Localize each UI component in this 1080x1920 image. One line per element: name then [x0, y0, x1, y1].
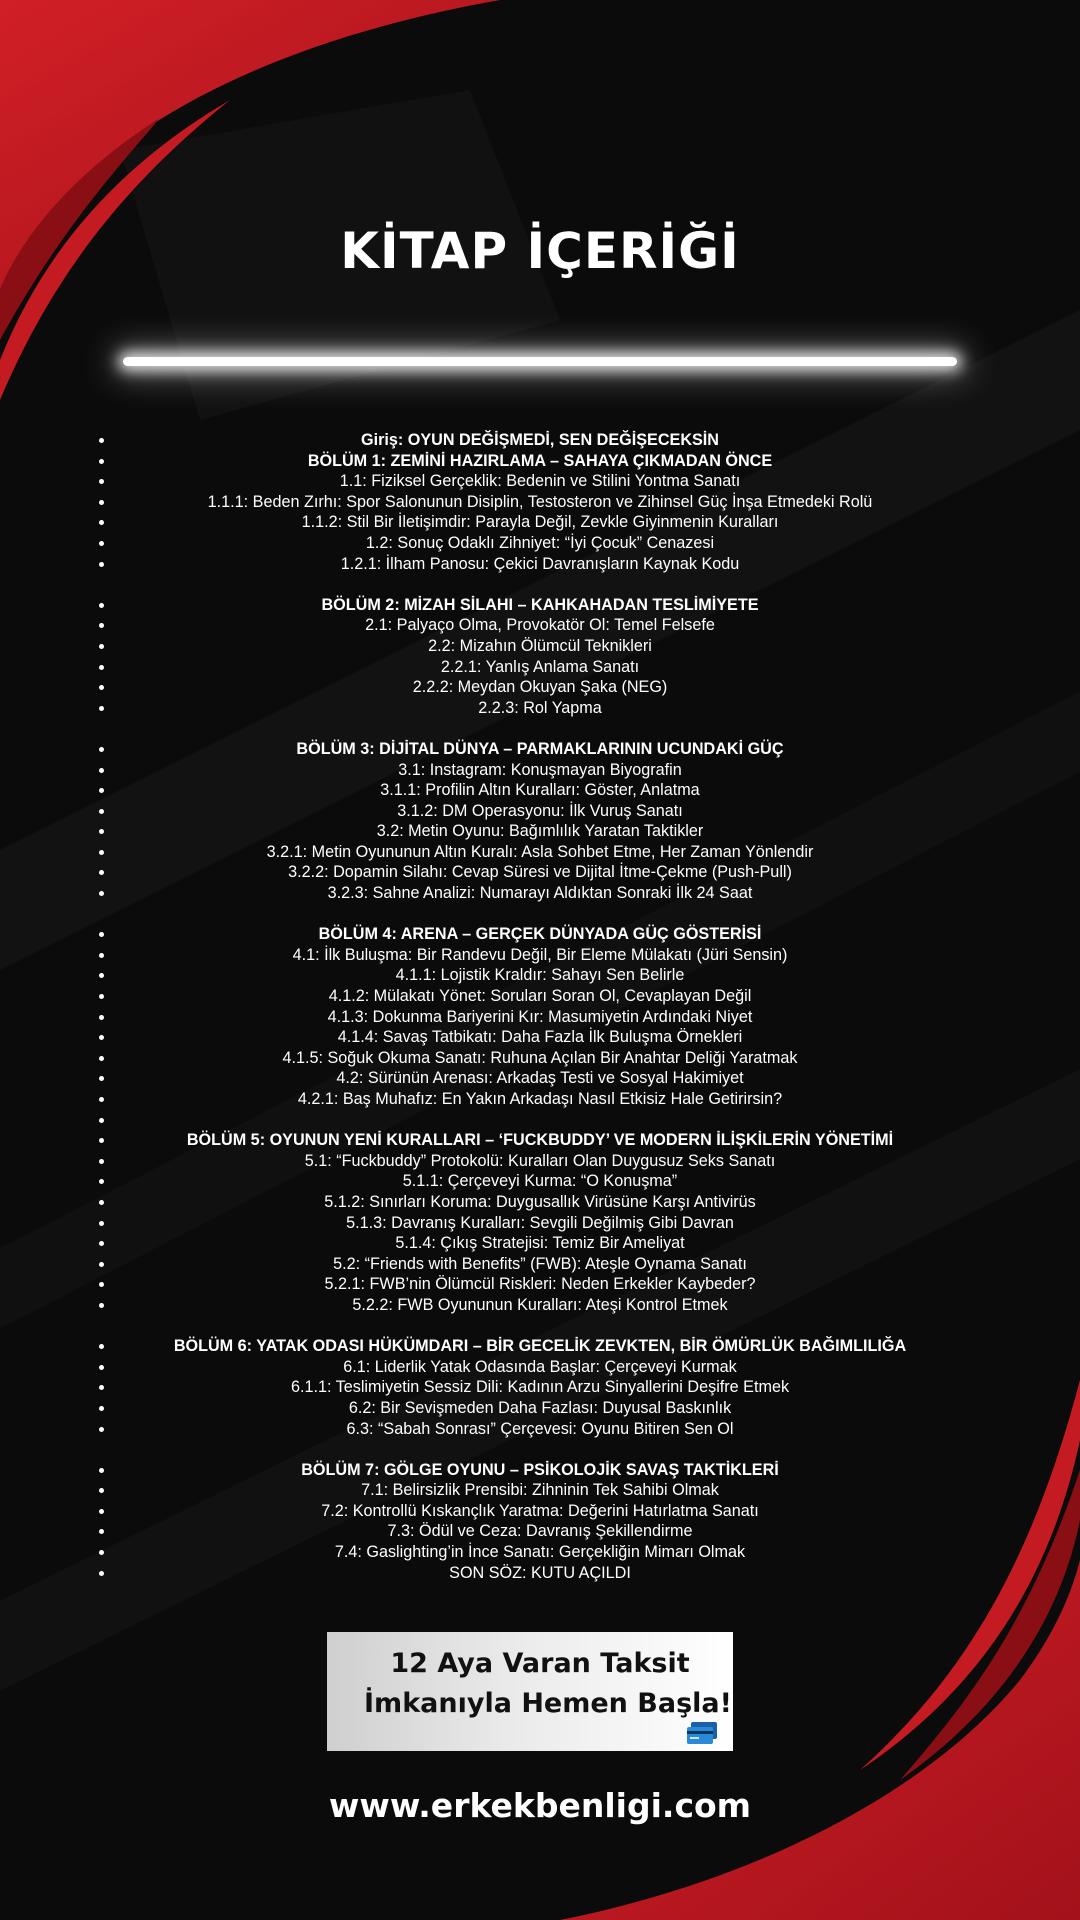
toc-list-item: 1.2: Sonuç Odaklı Zihniyet: “İyi Çocuk” Cenazesi: [0, 533, 1080, 554]
toc-list-item: 4.2: Sürünün Arenası: Arkadaş Testi ve Sosyal Hakimiyet: [0, 1068, 1080, 1089]
toc-list-item: 5.1.3: Davranış Kuralları: Sevgili Değilmiş Gibi Davran: [0, 1213, 1080, 1234]
toc-list-item: 1.1.1: Beden Zırhı: Spor Salonunun Disiplin, Testosteron ve Zihinsel Güç İnşa Etmedeki Rolü: [0, 492, 1080, 513]
toc-list-item: 6.1.1: Teslimiyetin Sessiz Dili: Kadının Arzu Sinyallerini Deşifre Etmek: [0, 1377, 1080, 1398]
toc-spacer: [0, 1316, 1080, 1337]
toc-list-item: 1.1.2: Stil Bir İletişimdir: Parayla Değil, Zevkle Giyinmenin Kuralları: [0, 512, 1080, 533]
toc-chapter-heading: BÖLÜM 7: GÖLGE OYUNU – PSİKOLOJİK SAVAŞ TAKTİKLERİ: [0, 1460, 1080, 1481]
toc-spacer: [0, 718, 1080, 739]
toc-list-item: 5.1.4: Çıkış Stratejisi: Temiz Bir Ameliyat: [0, 1233, 1080, 1254]
toc-list-item: 4.1.4: Savaş Tatbikatı: Daha Fazla İlk Buluşma Örnekleri: [0, 1027, 1080, 1048]
toc-list-item: 5.2.1: FWB’nin Ölümcül Riskleri: Neden Erkekler Kaybeder?: [0, 1274, 1080, 1295]
toc-chapter-heading: BÖLÜM 4: ARENA – GERÇEK DÜNYADA GÜÇ GÖSTERİSİ: [0, 924, 1080, 945]
toc-spacer: [0, 1439, 1080, 1460]
table-of-contents: [0, 430, 1080, 1583]
toc-list-item: SON SÖZ: KUTU AÇILDI: [0, 1563, 1080, 1584]
toc-list-item: 3.1: Instagram: Konuşmayan Biyografin: [0, 760, 1080, 781]
toc-list-item: 3.2.3: Sahne Analizi: Numarayı Aldıktan Sonraki İlk 24 Saat: [0, 883, 1080, 904]
toc-chapter-heading: Giriş: OYUN DEĞİŞMEDİ, SEN DEĞİŞECEKSİN: [0, 430, 1080, 451]
toc-list-item: 4.1.1: Lojistik Kraldır: Sahayı Sen Belirle: [0, 965, 1080, 986]
toc-chapter-heading: BÖLÜM 1: ZEMİNİ HAZIRLAMA – SAHAYA ÇIKMADAN ÖNCE: [0, 451, 1080, 472]
toc-list-item: 5.2.2: FWB Oyununun Kuralları: Ateşi Kontrol Etmek: [0, 1295, 1080, 1316]
toc-list-item: 5.1: “Fuckbuddy” Protokolü: Kuralları Olan Duygusuz Seks Sanatı: [0, 1151, 1080, 1172]
toc-list-item: 2.2.3: Rol Yapma: [0, 698, 1080, 719]
toc-chapter-heading: BÖLÜM 6: YATAK ODASI HÜKÜMDARI – BİR GECELİK ZEVKTEN, BİR ÖMÜRLÜK BAĞIMLILIĞA: [0, 1336, 1080, 1357]
toc-list-item: 2.1: Palyaço Olma, Provokatör Ol: Temel Felsefe: [0, 615, 1080, 636]
toc-list-item: 4.1.5: Soğuk Okuma Sanatı: Ruhuna Açılan Bir Anahtar Deliği Yaratmak: [0, 1048, 1080, 1069]
toc-list-item: 7.3: Ödül ve Ceza: Davranış Şekillendirme: [0, 1521, 1080, 1542]
toc-list-item: 2.2.2: Meydan Okuyan Şaka (NEG): [0, 677, 1080, 698]
toc-list-item: 2.2: Mizahın Ölümcül Teknikleri: [0, 636, 1080, 657]
promo-line-2: İmkanıyla Hemen Başla!: [364, 1688, 732, 1719]
page-title: KİTAP İÇERİĞİ: [340, 222, 740, 280]
website-link[interactable]: www.erkekbenligi.com: [328, 1786, 752, 1825]
toc-list-item: 4.1: İlk Buluşma: Bir Randevu Değil, Bir Eleme Mülakatı (Jüri Sensin): [0, 945, 1080, 966]
toc-list-item: 1.1: Fiziksel Gerçeklik: Bedenin ve Stilini Yontma Sanatı: [0, 471, 1080, 492]
installment-promo-button[interactable]: [327, 1632, 733, 1751]
glow-divider: [123, 357, 957, 366]
toc-list-item: 3.1.2: DM Operasyonu: İlk Vuruş Sanatı: [0, 801, 1080, 822]
toc-chapter-heading: BÖLÜM 5: OYUNUN YENİ KURALLARI – ‘FUCKBUDDY’ VE MODERN İLİŞKİLERİN YÖNETİMİ: [0, 1130, 1080, 1151]
promo-line-1: 12 Aya Varan Taksit: [390, 1648, 690, 1679]
toc-list-item: 5.2: “Friends with Benefits” (FWB): Ateşle Oynama Sanatı: [0, 1254, 1080, 1275]
toc-list-item: 1.2.1: İlham Panosu: Çekici Davranışların Kaynak Kodu: [0, 554, 1080, 575]
toc-list-item: 3.2: Metin Oyunu: Bağımlılık Yaratan Taktikler: [0, 821, 1080, 842]
toc-spacer: [0, 904, 1080, 925]
toc-list-item: 3.2.2: Dopamin Silahı: Cevap Süresi ve Dijital İtme-Çekme (Push-Pull): [0, 862, 1080, 883]
toc-list-item: 5.1.2: Sınırları Koruma: Duygusallık Virüsüne Karşı Antivirüs: [0, 1192, 1080, 1213]
toc-list-item: [0, 1110, 1080, 1131]
toc-list-item: 6.2: Bir Sevişmeden Daha Fazlası: Duyusal Baskınlık: [0, 1398, 1080, 1419]
toc-list-item: 7.2: Kontrollü Kıskançlık Yaratma: Değerini Hatırlatma Sanatı: [0, 1501, 1080, 1522]
toc-list-item: 7.1: Belirsizlik Prensibi: Zihninin Tek Sahibi Olmak: [0, 1480, 1080, 1501]
toc-list-item: 4.2.1: Baş Muhafız: En Yakın Arkadaşı Nasıl Etkisiz Hale Getirirsin?: [0, 1089, 1080, 1110]
toc-list-item: 5.1.1: Çerçeveyi Kurma: “O Konuşma”: [0, 1171, 1080, 1192]
toc-chapter-heading: BÖLÜM 2: MİZAH SİLAHI – KAHKAHADAN TESLİMİYETE: [0, 595, 1080, 616]
toc-list-item: 6.1: Liderlik Yatak Odasında Başlar: Çerçeveyi Kurmak: [0, 1357, 1080, 1378]
toc-list-item: 6.3: “Sabah Sonrası” Çerçevesi: Oyunu Bitiren Sen Ol: [0, 1419, 1080, 1440]
credit-card-icon: [687, 1722, 717, 1744]
toc-chapter-heading: BÖLÜM 3: DİJİTAL DÜNYA – PARMAKLARININ UCUNDAKİ GÜÇ: [0, 739, 1080, 760]
toc-list-item: 3.2.1: Metin Oyununun Altın Kuralı: Asla Sohbet Etme, Her Zaman Yönlendir: [0, 842, 1080, 863]
toc-list-item: 4.1.2: Mülakatı Yönet: Soruları Soran Ol, Cevaplayan Değil: [0, 986, 1080, 1007]
toc-list-item: 3.1.1: Profilin Altın Kuralları: Göster, Anlatma: [0, 780, 1080, 801]
toc-spacer: [0, 574, 1080, 595]
toc-list-item: 4.1.3: Dokunma Bariyerini Kır: Masumiyetin Ardındaki Niyet: [0, 1007, 1080, 1028]
toc-list-item: 7.4: Gaslighting’in İnce Sanatı: Gerçekliğin Mimarı Olmak: [0, 1542, 1080, 1563]
toc-list-item: 2.2.1: Yanlış Anlama Sanatı: [0, 657, 1080, 678]
